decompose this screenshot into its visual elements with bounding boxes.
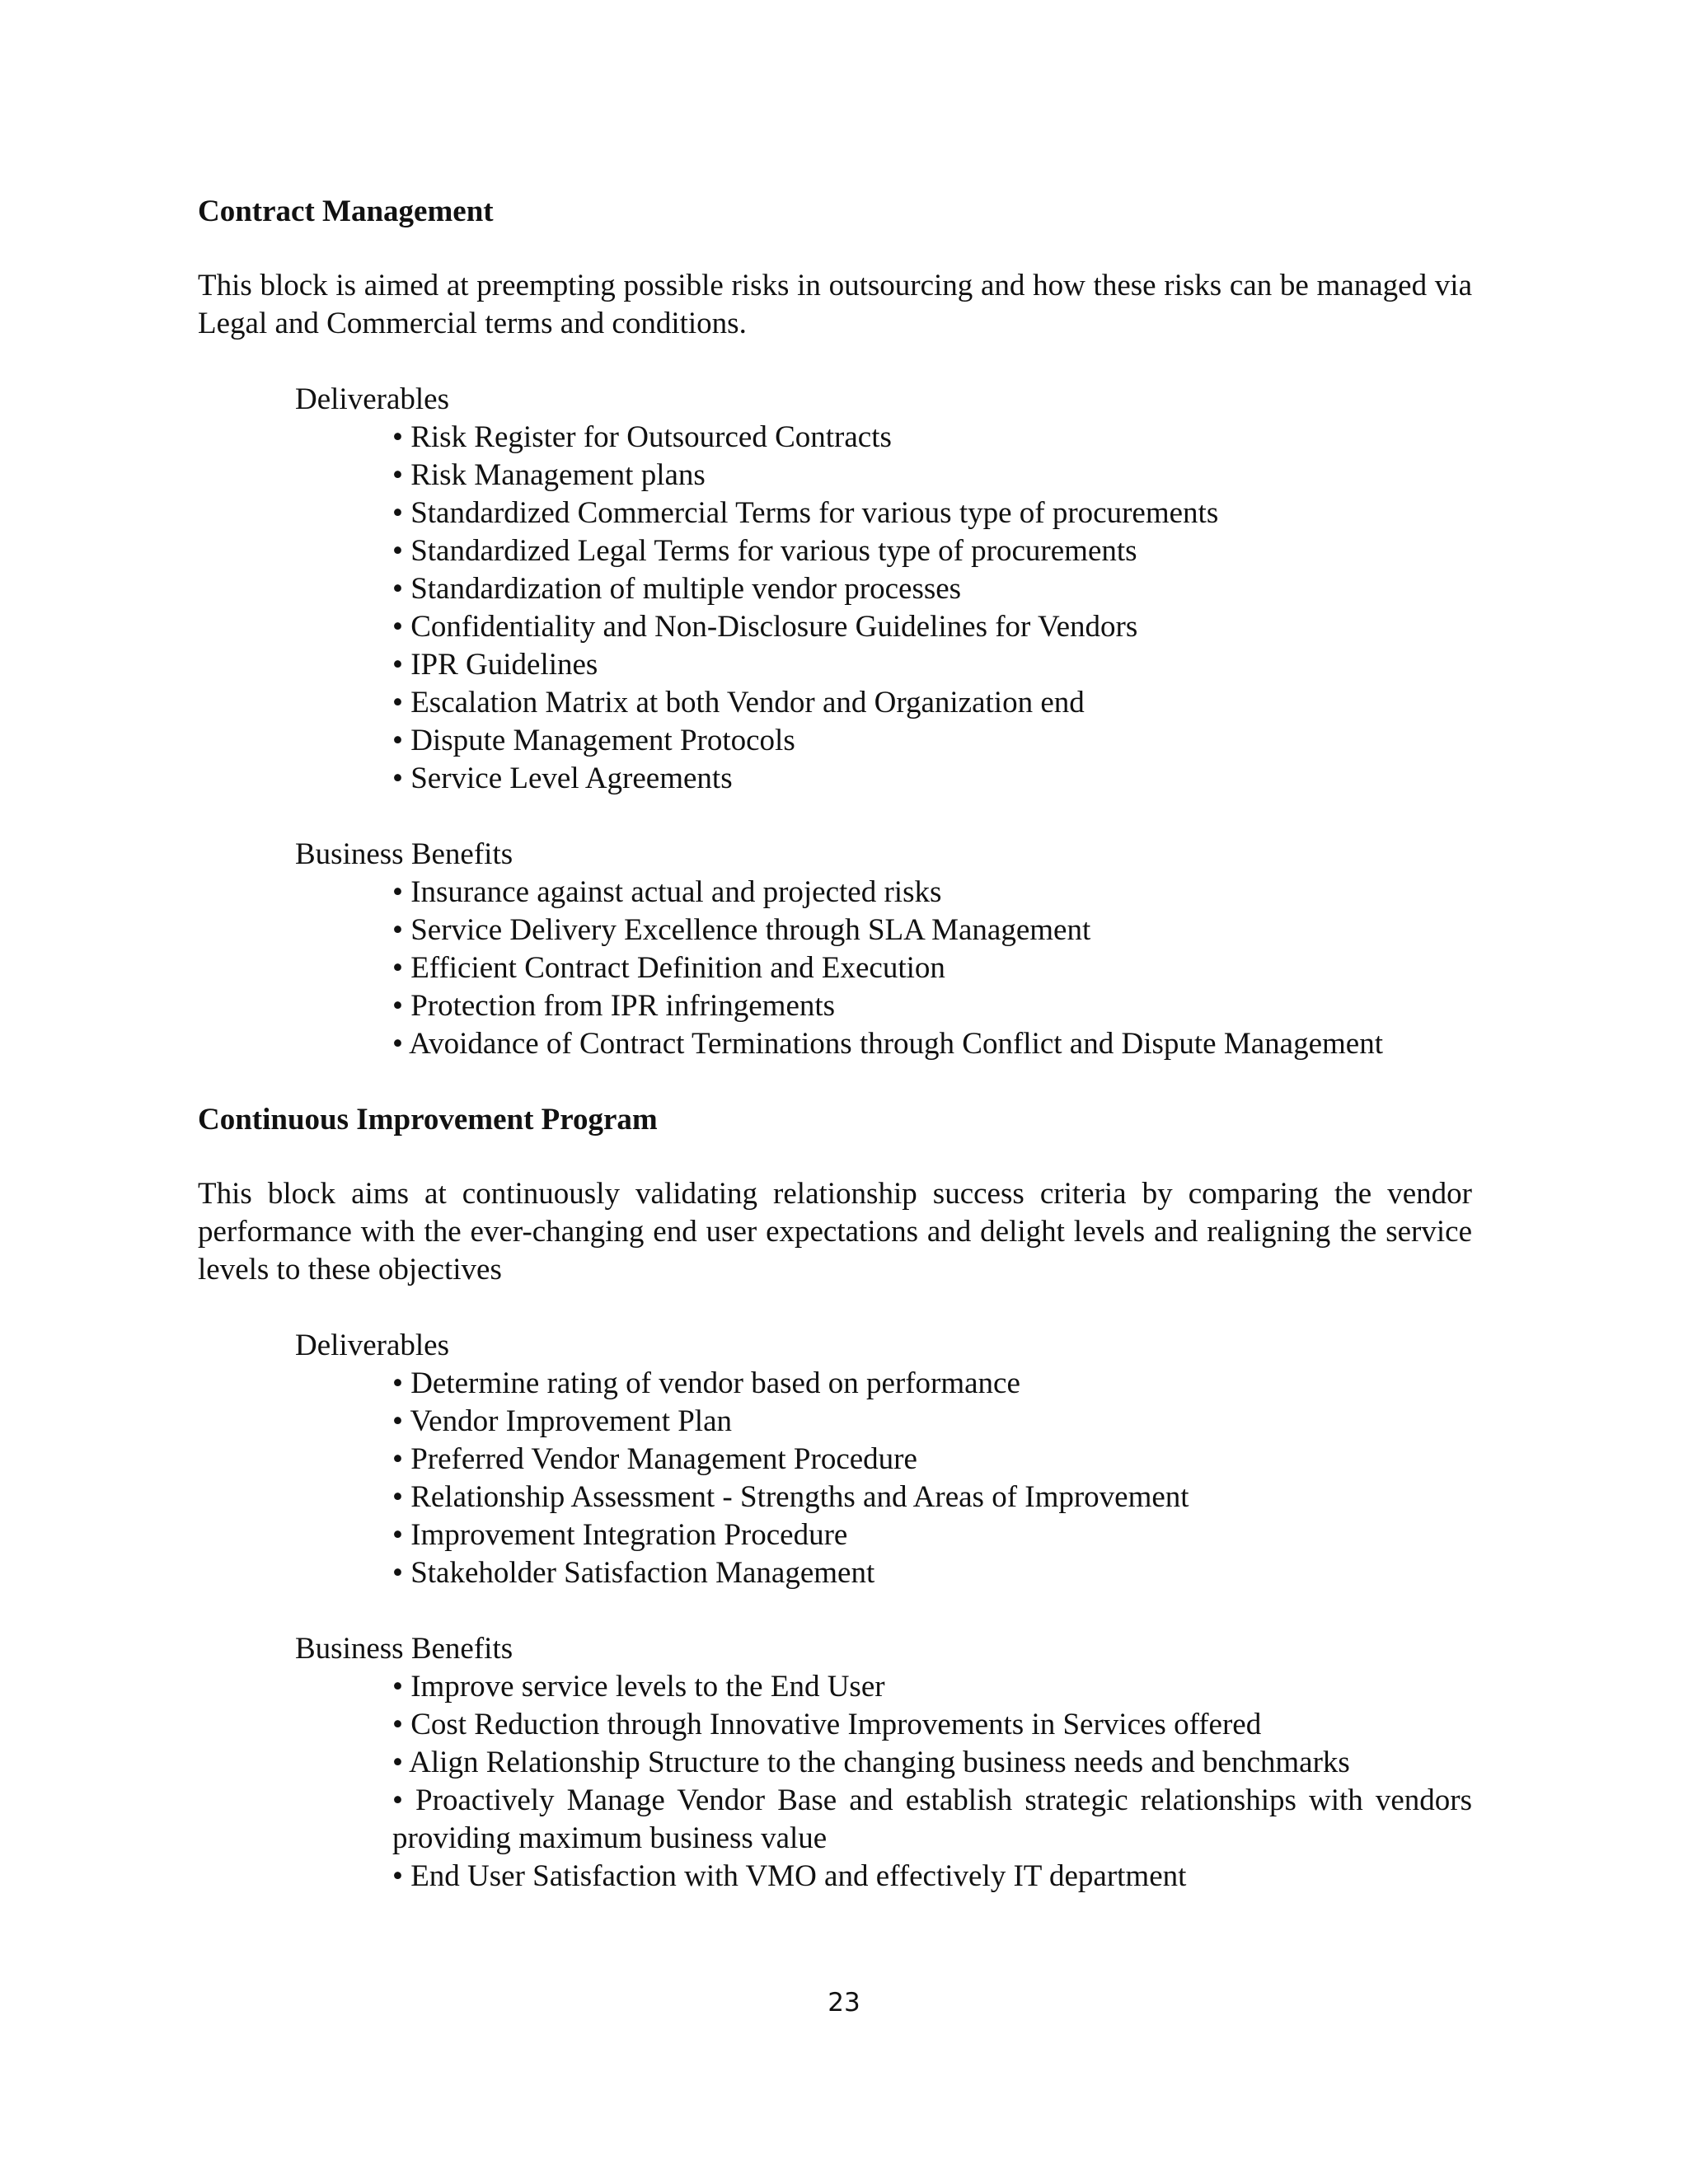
list-item: • Standardization of multiple vendor processes — [392, 572, 962, 606]
list-item: • Stakeholder Satisfaction Management — [392, 1556, 875, 1590]
deliverables-label: Deliverables — [295, 1329, 449, 1362]
benefits-list — [392, 874, 1472, 1063]
list-item: • Dispute Management Protocols — [392, 724, 795, 757]
section-continuous-improvement — [198, 1101, 1472, 1896]
page-content — [198, 193, 1472, 1896]
list-item: • Confidentiality and Non-Disclosure Guidelines for Vendors — [392, 610, 1138, 644]
list-item: • Service Level Agreements — [392, 762, 733, 795]
deliverables-label: Deliverables — [295, 382, 449, 416]
page-number: 23 — [828, 1988, 860, 2018]
list-item: • Escalation Matrix at both Vendor and Organization end — [392, 686, 1085, 719]
list-item: • Standardized Legal Terms for various type of procurements — [392, 534, 1137, 568]
section-intro: This block aims at continuously validating relationship success criteria by comparing the vendor performance with the ever-changing end user expectations and delight levels and realigning the service levels to these objectives — [198, 1177, 1472, 1286]
list-item: • Standardized Commercial Terms for various type of procurements — [392, 496, 1219, 530]
list-item: • Protection from IPR infringements — [392, 989, 836, 1023]
list-item: • Efficient Contract Definition and Execution — [392, 951, 945, 985]
section-intro: This block is aimed at preempting possible risks in outsourcing and how these risks can be managed via Legal and Commercial terms and conditions. — [198, 269, 1472, 340]
benefits-list — [392, 1668, 1472, 1896]
list-item: • Vendor Improvement Plan — [392, 1404, 733, 1438]
list-item: • Improve service levels to the End User — [392, 1670, 885, 1704]
list-item: • Preferred Vendor Management Procedure — [392, 1442, 917, 1476]
list-item: • Risk Register for Outsourced Contracts — [392, 420, 892, 454]
list-item: • Insurance against actual and projected risks — [392, 875, 942, 909]
list-item: • Improvement Integration Procedure — [392, 1518, 848, 1552]
list-item: • Proactively Manage Vendor Base and establish strategic relationships with vendors providing maximum business value — [392, 1783, 1472, 1855]
section-contract-management — [198, 193, 1472, 1063]
list-item: • Align Relationship Structure to the changing business needs and benchmarks — [392, 1746, 1350, 1779]
list-item: • Relationship Assessment - Strengths and Areas of Improvement — [392, 1480, 1189, 1514]
list-item: • Avoidance of Contract Terminations through Conflict and Dispute Management — [392, 1027, 1383, 1061]
list-item: • Risk Management plans — [392, 458, 706, 492]
deliverables-list — [392, 1365, 1472, 1592]
list-item: • End User Satisfaction with VMO and effectively IT department — [392, 1859, 1187, 1893]
list-item: • IPR Guidelines — [392, 648, 598, 682]
benefits-label: Business Benefits — [295, 837, 513, 871]
section-heading: Contract Management — [198, 194, 494, 228]
benefits-label: Business Benefits — [295, 1632, 513, 1666]
deliverables-list — [392, 419, 1472, 798]
list-item: • Determine rating of vendor based on performance — [392, 1366, 1020, 1400]
section-heading: Continuous Improvement Program — [198, 1103, 658, 1137]
list-item: • Service Delivery Excellence through SLA Management — [392, 913, 1091, 947]
list-item: • Cost Reduction through Innovative Improvements in Services offered — [392, 1708, 1262, 1741]
